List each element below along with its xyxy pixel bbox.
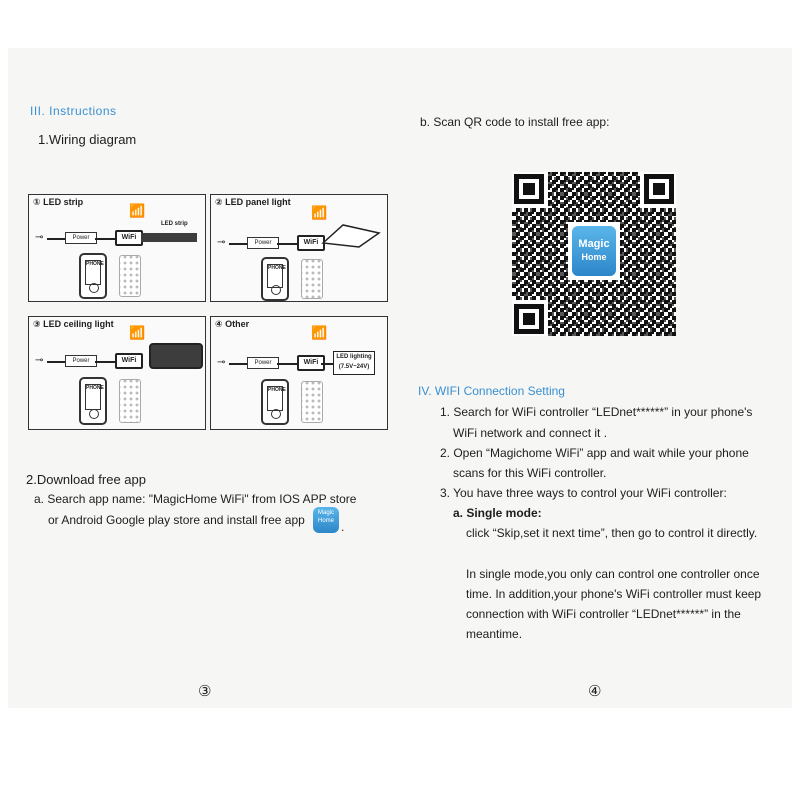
wiring-diagram-title: 1.Wiring diagram	[38, 132, 137, 147]
panel-other	[210, 316, 388, 430]
power-adapter: Power	[65, 355, 97, 367]
scan-qr-text: b. Scan QR code to install free app:	[420, 115, 610, 129]
power-adapter: Power	[247, 237, 279, 249]
remote-control-icon	[119, 379, 141, 423]
led-strip-graphic	[141, 233, 197, 242]
wifi-signal-icon: 📶	[129, 203, 146, 218]
wifi-controller: WiFi	[115, 353, 143, 369]
magichome-app-icon: Magic Home	[313, 507, 339, 533]
wifi-controller: WiFi	[297, 235, 325, 251]
wifi-controller: WiFi	[297, 355, 325, 371]
remote-control-icon	[301, 259, 323, 299]
plug-icon: ⊸	[217, 237, 226, 248]
single-mode-para-line-2: time. In addition,your phone's WiFi controller must keep	[466, 587, 762, 601]
power-adapter: Power	[65, 232, 97, 244]
panel-led-panel-light	[210, 194, 388, 302]
step-2-line-2: scans for this WiFi controller.	[453, 466, 607, 480]
magichome-logo: Magic Home	[572, 226, 616, 276]
single-mode-para-line-4: meantime.	[466, 627, 523, 641]
step-2-line-1: 2. Open “Magichome WiFi” app and wait while your phone	[440, 446, 749, 460]
panel-led-strip	[28, 194, 206, 302]
page-number-left: ③	[198, 683, 212, 700]
qr-finder-top-right	[640, 172, 676, 208]
phone-icon: PHONE	[261, 379, 289, 425]
qr-finder-top-left	[512, 172, 548, 208]
wifi-setting-title: IV. WIFI Connection Setting	[418, 384, 565, 398]
single-mode-para-line-3: connection with WiFi controller “LEDnet******” in the	[466, 607, 741, 621]
download-line-1: a. Search app name: "MagicHome WiFi" from IOS APP store	[34, 492, 357, 506]
power-adapter: Power	[247, 357, 279, 369]
plug-icon: ⊸	[217, 357, 226, 368]
panel-title: ④ Other	[215, 319, 250, 329]
plug-icon: ⊸	[35, 232, 44, 243]
panel-title: ① LED strip	[33, 197, 84, 207]
wifi-signal-icon: 📶	[311, 205, 328, 220]
qr-code	[512, 172, 676, 336]
phone-icon: PHONE	[261, 257, 289, 301]
page-number-right: ④	[588, 683, 602, 700]
panel-title: ② LED panel light	[215, 197, 291, 207]
single-mode-line-1: click “Skip,set it next time”, then go to control it directly.	[466, 526, 758, 540]
panel-light-graphic	[321, 223, 381, 249]
led-lighting-box: LED lighting (7.5V~24V)	[333, 351, 375, 375]
wifi-controller: WiFi	[115, 230, 143, 246]
device-label: LED strip	[161, 221, 188, 227]
phone-icon: PHONE	[79, 377, 107, 425]
ceiling-light-graphic	[149, 343, 203, 369]
qr-finder-bottom-left	[512, 300, 548, 336]
step-1-line-1: 1. Search for WiFi controller “LEDnet******” in your phone's	[440, 405, 753, 419]
wifi-signal-icon: 📶	[129, 325, 146, 340]
wifi-signal-icon: 📶	[311, 325, 328, 340]
download-title: 2.Download free app	[26, 472, 146, 487]
panel-led-ceiling-light	[28, 316, 206, 430]
panel-title: ③ LED ceiling light	[33, 319, 114, 329]
section-title-instructions: III. Instructions	[30, 104, 117, 118]
download-line-2: or Android Google play store and install free app	[48, 513, 305, 527]
remote-control-icon	[119, 255, 141, 297]
plug-icon: ⊸	[35, 355, 44, 366]
step-3: 3. You have three ways to control your WiFi controller:	[440, 486, 727, 500]
single-mode-heading: a. Single mode:	[453, 506, 542, 520]
phone-icon: PHONE	[79, 253, 107, 299]
remote-control-icon	[301, 381, 323, 423]
single-mode-para-line-1: In single mode,you only can control one controller once	[466, 567, 760, 581]
step-1-line-2: WiFi network and connect it .	[453, 426, 608, 440]
